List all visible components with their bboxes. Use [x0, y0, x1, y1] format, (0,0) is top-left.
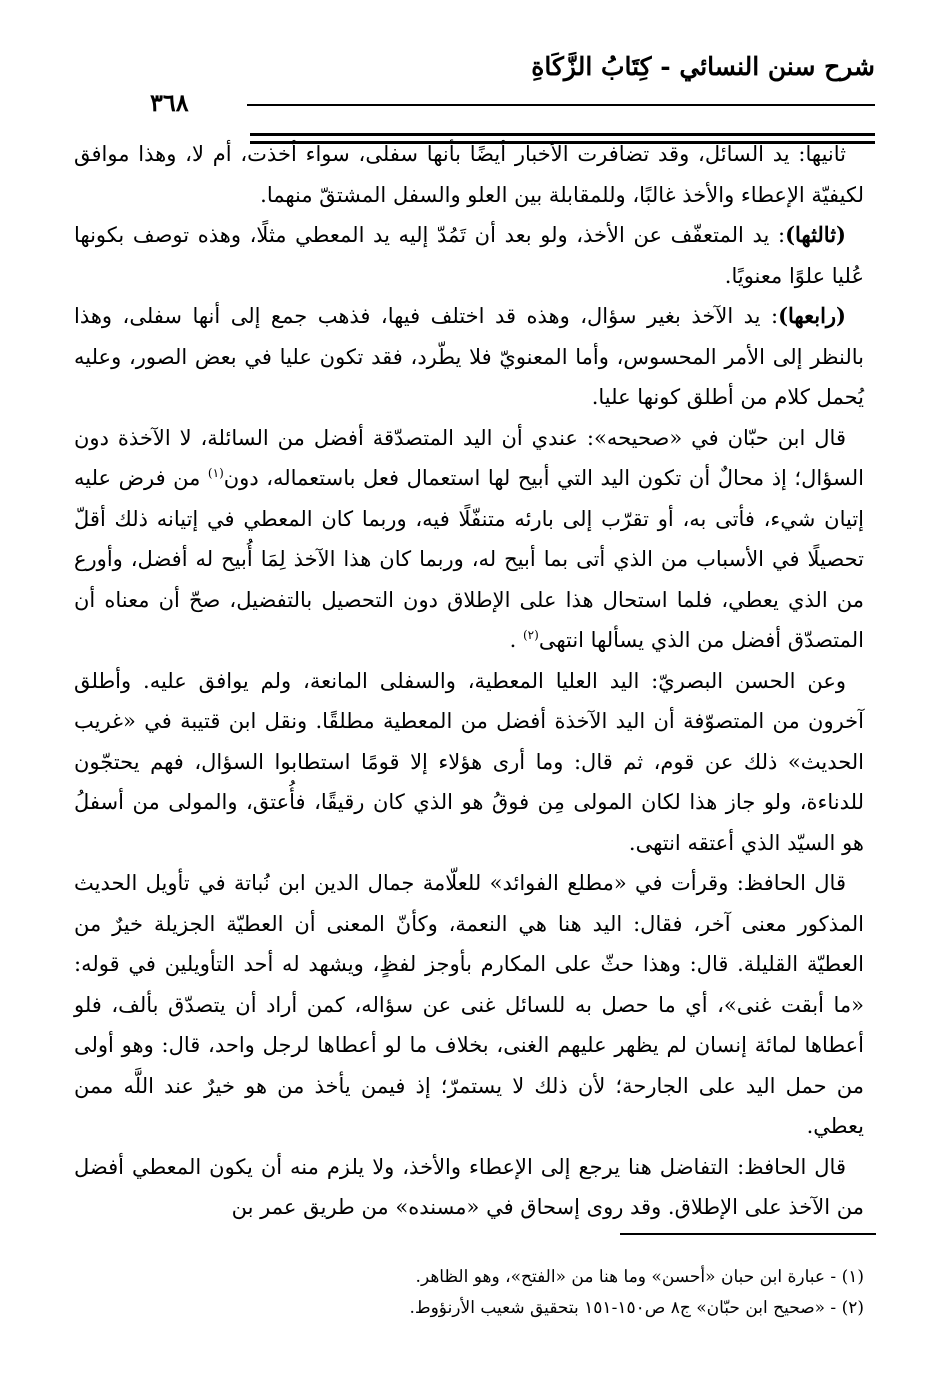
footnotes — [74, 1262, 864, 1324]
paragraph-text: قال الحافظ: التفاضل هنا يرجع إلى الإعطاء والأخذ، ولا يلزم منه أن يكون المعطي أفضل من الآخذ على الإطلاق. وقد روى إسحاق في «مسنده» من طريق عمر بن — [74, 1154, 864, 1219]
paragraph-1 — [74, 134, 864, 215]
paragraph-3 — [74, 296, 864, 418]
footnote-ref-1[interactable]: (١) — [207, 466, 224, 480]
main-text — [74, 134, 864, 1228]
paragraph-7 — [74, 1147, 864, 1228]
paragraph-text: . — [509, 628, 523, 652]
paragraph-lead: (رابعها) — [778, 303, 846, 328]
paragraph-text: : يد الآخذ بغير سؤال، وهذه قد اختلف فيها، فذهب جمع إلى أنها سفلى، وهذا بالنظر إلى الأمر المحسوس، وأما المعنويّ فلا يطّرد، فقد تكون عليا في بعض الصور، وعليه يُحمل كلام من أطلق كونها عليا. — [74, 304, 864, 409]
footnote-separator — [620, 1233, 876, 1235]
running-title: شرح سنن النسائي - كِتَابُ الزَّكَاةِ — [531, 52, 875, 81]
footnote-ref-2[interactable]: (٢) — [522, 628, 539, 642]
paragraph-text: وعن الحسن البصريّ: اليد العليا المعطية، والسفلى المانعة، ولم يوافق عليه. وأطلق آخرون من المتصوّفة أن اليد الآخذة أفضل من المعطية مطلقًا. ونقل ابن قتيبة في «غريب الحديث» ذلك عن قوم، ثم قال: وما أرى هؤلاء إلا قومًا استطابوا السؤال، فهم يحتجّون للدناءة، ولو جاز هذا لكان المولى مِن فوقُ هو الذي كان رقيقًا، فأُعتق، والمولى من أسفلُ هو السيّد الذي أعتقه انتهى. — [74, 668, 865, 855]
paragraph-text: قال ابن حبّان في «صحيحه»: عندي أن اليد المتصدّقة أفضل من السائلة، لا الآخذة دون السؤال؛ إذ محالٌ أن تكون اليد التي أبيح لها استعمال فعل باستعماله، دون — [74, 425, 864, 490]
paragraph-6 — [74, 863, 864, 1147]
paragraph-5 — [74, 661, 864, 864]
footnote-2: (٢) - «صحيح ابن حبّان» ج٨ ص١٥٠-١٥١ بتحقيق شعيب الأرنؤوط. — [409, 1298, 864, 1318]
paragraph-4 — [74, 418, 864, 661]
paragraph-lead: (ثالثها) — [785, 222, 846, 247]
paragraph-text: : يد المتعفّف عن الأخذ، ولو بعد أن تَمُدّ إليه يد المعطي مثلًا، وهذه توصف بكونها عُليا علوًا معنويًا. — [74, 223, 864, 288]
header-rule — [247, 104, 875, 106]
footnote-1: (١) - عبارة ابن حبان «أحسن» وما هنا من «الفتح»، وهو الظاهر. — [415, 1267, 864, 1287]
paragraph-text: من فرض عليه إتيان شيء، فأتى به، أو تقرّب إلى بارئه متنفّلًا فيه، وربما كان المعطي في إتيانه ذلك أقلّ تحصيلًا في الأسباب من الذي أتى بما أبيح له، وربما كان هذا الآخذ لِمَا أُبيح له أفضل، وأورع من الذي يعطي، فلما استحال هذا على الإطلاق دون التحصيل بالتفضيل، صحّ أن معناه أن المتصدّق أفضل من الذي يسألها انتهى — [74, 466, 864, 652]
paragraph-text: ثانيها: يد السائل، وقد تضافرت الأخبار أيضًا بأنها سفلى، سواء أخذت، أم لا، وهذا موافق لكيفيّة الإعطاء والأخذ غالبًا، وللمقابلة بين العلو والسفل المشتقّ منهما. — [74, 142, 864, 207]
page-header — [150, 40, 875, 135]
page-number: ٣٦٨ — [150, 88, 189, 117]
paragraph-2 — [74, 215, 864, 296]
paragraph-text: قال الحافظ: وقرأت في «مطلع الفوائد» للعلّامة جمال الدين ابن نُباتة في تأويل الحديث المذكور معنى آخر، فقال: اليد هنا هي النعمة، وكأنّ المعنى أن العطيّة الجزيلة خيرٌ من العطيّة القليلة. قال: وهذا حثّ على المكارم بأوجز لفظٍ، ويشهد له أحد التأويلين في قوله: «ما أبقت غنى»، أي ما حصل به للسائل غنى عن سؤاله، كمن أراد أن يتصدّق بألف، فلو أعطاها لمائة إنسان لم يظهر عليهم الغنى، بخلاف ما لو أعطاها لرجل واحد، قال: وهو أولى من حمل اليد على الجارحة؛ لأن ذلك لا يستمرّ؛ إذ فيمن يأخذ من هو خيرٌ عند اللَّه ممن يعطي. — [74, 871, 864, 1138]
